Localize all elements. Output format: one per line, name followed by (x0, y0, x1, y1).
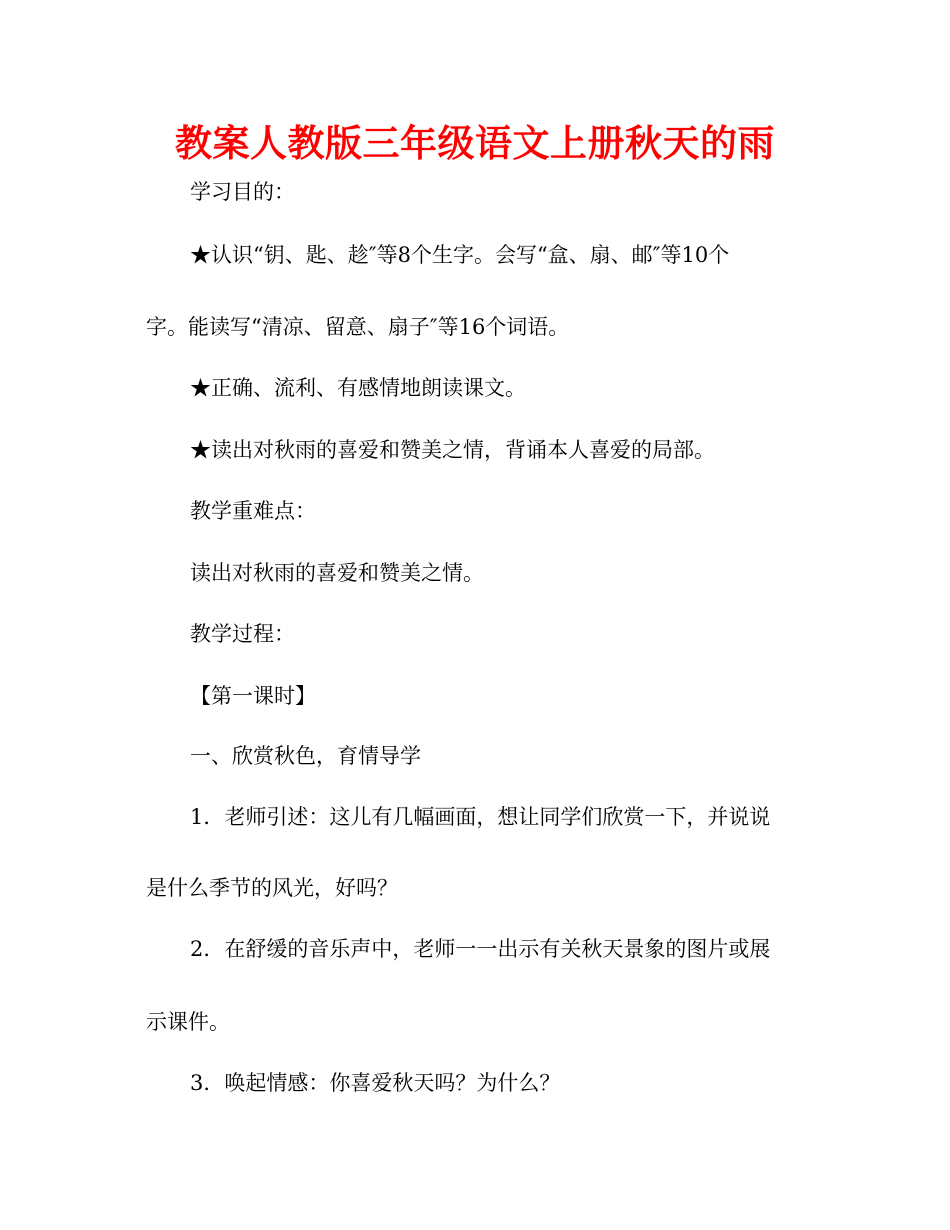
text-line: 【第一课时】 (190, 684, 316, 708)
document-title: 教案人教版三年级语文上册秋天的雨 (175, 122, 775, 165)
text-line: 学习目的： (190, 180, 295, 204)
text-line: 3．唤起情感：你喜爱秋天吗？为什么？ (190, 1071, 561, 1095)
text-line: 教学重难点： (190, 499, 316, 523)
text-line: 一、欣赏秋色，育情导学 (190, 744, 421, 768)
text-line: 1．老师引述：这儿有几幅画面，想让同学们欣赏一下，并说说 (190, 805, 771, 829)
text-line: 示课件。 (146, 1010, 230, 1034)
text-line: 是什么季节的风光，好吗？ (146, 876, 398, 900)
text-line: 教学过程： (190, 622, 295, 646)
text-line: ★认识“钥、匙、趁″等8个生字。会写“盒、扇、邮″等10个 (190, 243, 730, 267)
text-line: 2．在舒缓的音乐声中，老师一一出示有关秋天景象的图片或展 (190, 937, 771, 961)
text-line: ★读出对秋雨的喜爱和赞美之情，背诵本人喜爱的局部。 (190, 438, 715, 462)
text-line: 读出对秋雨的喜爱和赞美之情。 (190, 561, 484, 585)
text-line: 字。能读写“清凉、留意、扇子″等16个词语。 (146, 315, 570, 339)
text-line: ★正确、流利、有感情地朗读课文。 (190, 376, 526, 400)
